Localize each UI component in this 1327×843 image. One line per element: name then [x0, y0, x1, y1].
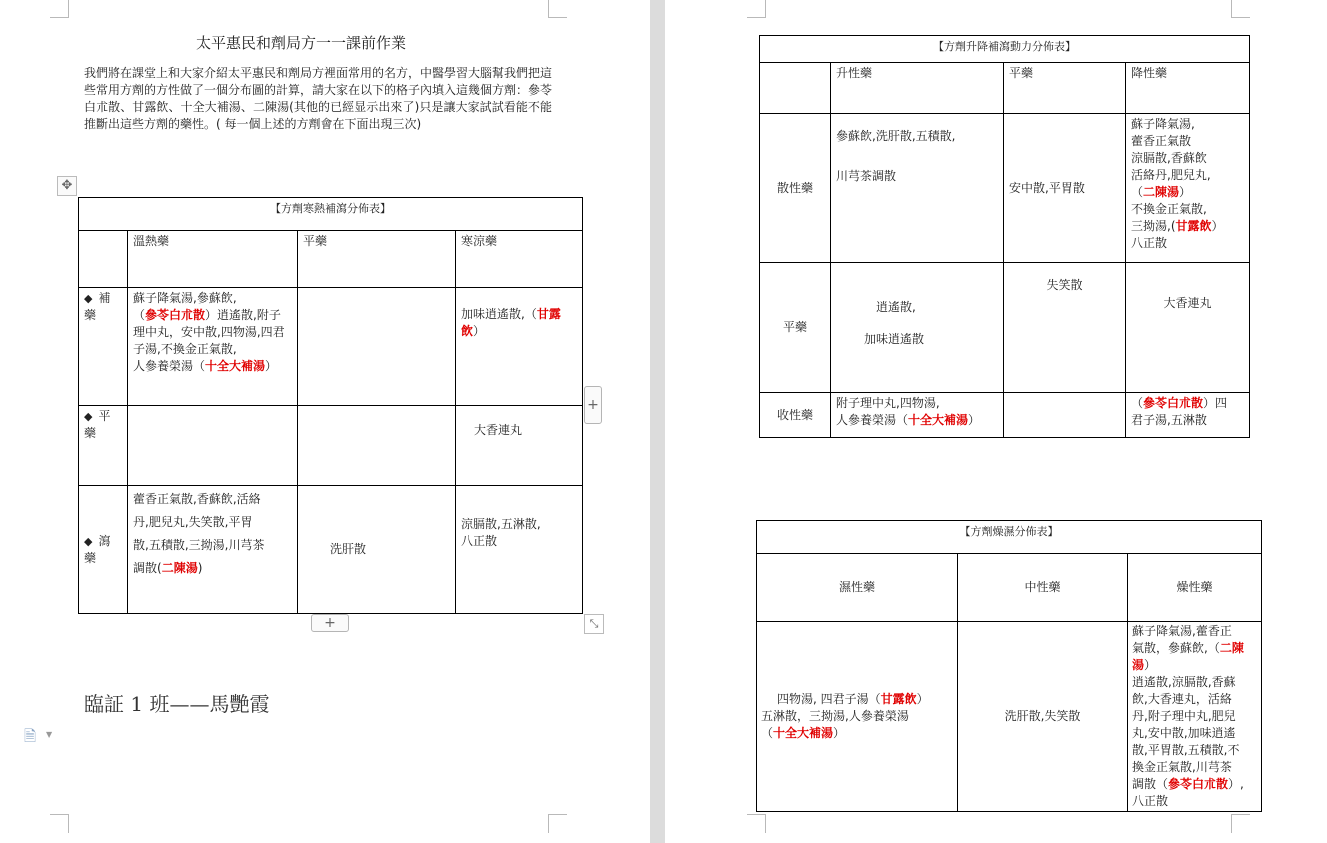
- row-label-neutral: ◆ 平藥: [79, 406, 128, 486]
- cell-dispersing-rising: 參蘇飲,洗肝散,五積散, 川芎茶調散: [831, 114, 1004, 263]
- cell-neutral-rising: 逍遙散, 加味逍遙散: [831, 263, 1004, 393]
- row-label-neutral: 平藥: [760, 263, 831, 393]
- cell-neutral: 洗肝散,失笑散: [958, 622, 1128, 812]
- plus-icon: +: [324, 615, 336, 631]
- header-falling: 降性藥: [1126, 63, 1250, 114]
- header-neutral: 中性藥: [958, 554, 1128, 622]
- cell-neutral-warm: [128, 406, 298, 486]
- header-wet: 濕性藥: [757, 554, 958, 622]
- cell-neutral-cold: 大香連丸: [456, 406, 583, 486]
- crop-mark: [50, 814, 69, 833]
- header-cold: 寒涼藥: [456, 231, 583, 288]
- add-column-button[interactable]: [584, 386, 602, 424]
- cell-tonify-neutral: [298, 288, 456, 406]
- signature-line: 臨証 1 班——馬艷霞: [84, 692, 270, 716]
- crop-mark: [548, 814, 567, 833]
- cell-tonify-warm: 蘇子降氣湯,參蘇飲, （參苓白朮散）逍遙散,附子 理中丸，安中散,四物湯,四君子湯,不換金正氣散, 人參養榮湯（十全大補湯）: [128, 288, 298, 406]
- cell-purge-cold: 涼膈散,五淋散, 八正散: [456, 486, 583, 614]
- corner-cell: [760, 63, 831, 114]
- table-move-handle[interactable]: [57, 176, 77, 196]
- cell-dry: 蘇子降氣湯,藿香正 氣散，參蘇飲,（二陳 湯） 逍遙散,涼膈散,香蘇 飲,大香連丸，活絡 丹,附子理中丸,肥兒 丸,安中散,加味逍遙 散,平胃散,五積散,不 換金正氣散,川芎茶 調散（參苓白朮散）, 八正散: [1128, 622, 1262, 812]
- row-label-tonify: ◆ 補藥: [79, 288, 128, 406]
- page-gutter: [650, 0, 665, 843]
- document-icon[interactable]: 🗎: [24, 727, 37, 745]
- table-caption: 【方劑升降補瀉動力分佈表】: [760, 36, 1250, 63]
- row-label-purge: ◆ 瀉藥: [79, 486, 128, 614]
- page-left: [0, 0, 650, 843]
- table-resize-handle[interactable]: [584, 614, 604, 634]
- row-label-astringing: 收性藥: [760, 393, 831, 438]
- plus-icon: +: [587, 397, 599, 413]
- cell-purge-neutral: 洗肝散: [298, 486, 456, 614]
- header-rising: 升性藥: [831, 63, 1004, 114]
- intro-paragraph: 我們將在課堂上和大家介紹太平惠民和劑局方裡面常用的名方，中醫學習大腦幫我們把這些常用方劑的方性做了一個分布圖的計算，請大家在以下的格子內填入這幾個方劑：參苓白朮散、甘露飲、十全大補湯、二陳湯(其他的已經显示出來了)只是讓大家試試看能不能推斷出這些方劑的藥性。( 每一個上述的方劑會在下面出現三次): [84, 66, 553, 131]
- bullet-diamond-icon: ◆: [84, 292, 93, 305]
- cell-dispersing-neutral: 安中散,平胃散: [1004, 114, 1126, 263]
- move-icon: ✥: [61, 178, 73, 193]
- cell-neutral-falling: 大香連丸: [1126, 263, 1250, 393]
- crop-mark: [548, 0, 567, 18]
- header-neutral: 平藥: [1004, 63, 1126, 114]
- corner-cell: [79, 231, 128, 288]
- cell-neutral-neutral: 失笑散: [1004, 263, 1126, 393]
- resize-icon: ⤡: [589, 617, 599, 630]
- rise-fall-table[interactable]: [759, 35, 1250, 438]
- crop-mark: [1231, 814, 1250, 833]
- cell-neutral-neutral: [298, 406, 456, 486]
- cold-heat-table[interactable]: [78, 197, 583, 614]
- cell-wet: 四物湯, 四君子湯（甘露飲） 五淋散，三拗湯,人參養榮湯 （十全大補湯）: [757, 622, 958, 812]
- cell-dispersing-falling: 蘇子降氣湯, 藿香正氣散 涼膈散,香蘇飲 活絡丹,肥兒丸, （二陳湯） 不換金正氣散, 三拗湯,(甘露飲） 八正散: [1126, 114, 1250, 263]
- table-caption: 【方劑寒熱補瀉分佈表】: [79, 198, 583, 231]
- crop-mark: [747, 0, 766, 18]
- add-row-button[interactable]: [311, 614, 349, 632]
- crop-mark: [747, 814, 766, 833]
- bullet-diamond-icon: ◆: [84, 410, 93, 423]
- page-right: [665, 0, 1327, 843]
- document-title: 太平惠民和劑局方一一課前作業: [196, 34, 407, 52]
- header-dry: 燥性藥: [1128, 554, 1262, 622]
- header-warm: 溫熱藥: [128, 231, 298, 288]
- cell-purge-warm: 藿香正氣散,香蘇飲,活絡 丹,肥兒丸,失笑散,平胃 散,五積散,三拗湯,川芎茶 調散(二陳湯): [128, 486, 298, 614]
- cell-tonify-cold: 加味逍遙散,（甘露飲）: [456, 288, 583, 406]
- chevron-down-icon[interactable]: ▼: [46, 730, 53, 739]
- row-label-dispersing: 散性藥: [760, 114, 831, 263]
- crop-mark: [1231, 0, 1250, 18]
- cell-astringing-falling: （參苓白朮散）四 君子湯,五淋散: [1126, 393, 1250, 438]
- cell-astringing-neutral: [1004, 393, 1126, 438]
- bullet-diamond-icon: ◆: [84, 534, 93, 548]
- table-caption: 【方劑燥濕分佈表】: [757, 521, 1262, 554]
- header-neutral: 平藥: [298, 231, 456, 288]
- dry-wet-table[interactable]: [756, 520, 1262, 812]
- cell-astringing-rising: 附子理中丸,四物湯, 人參養榮湯（十全大補湯）: [831, 393, 1004, 438]
- crop-mark: [50, 0, 69, 18]
